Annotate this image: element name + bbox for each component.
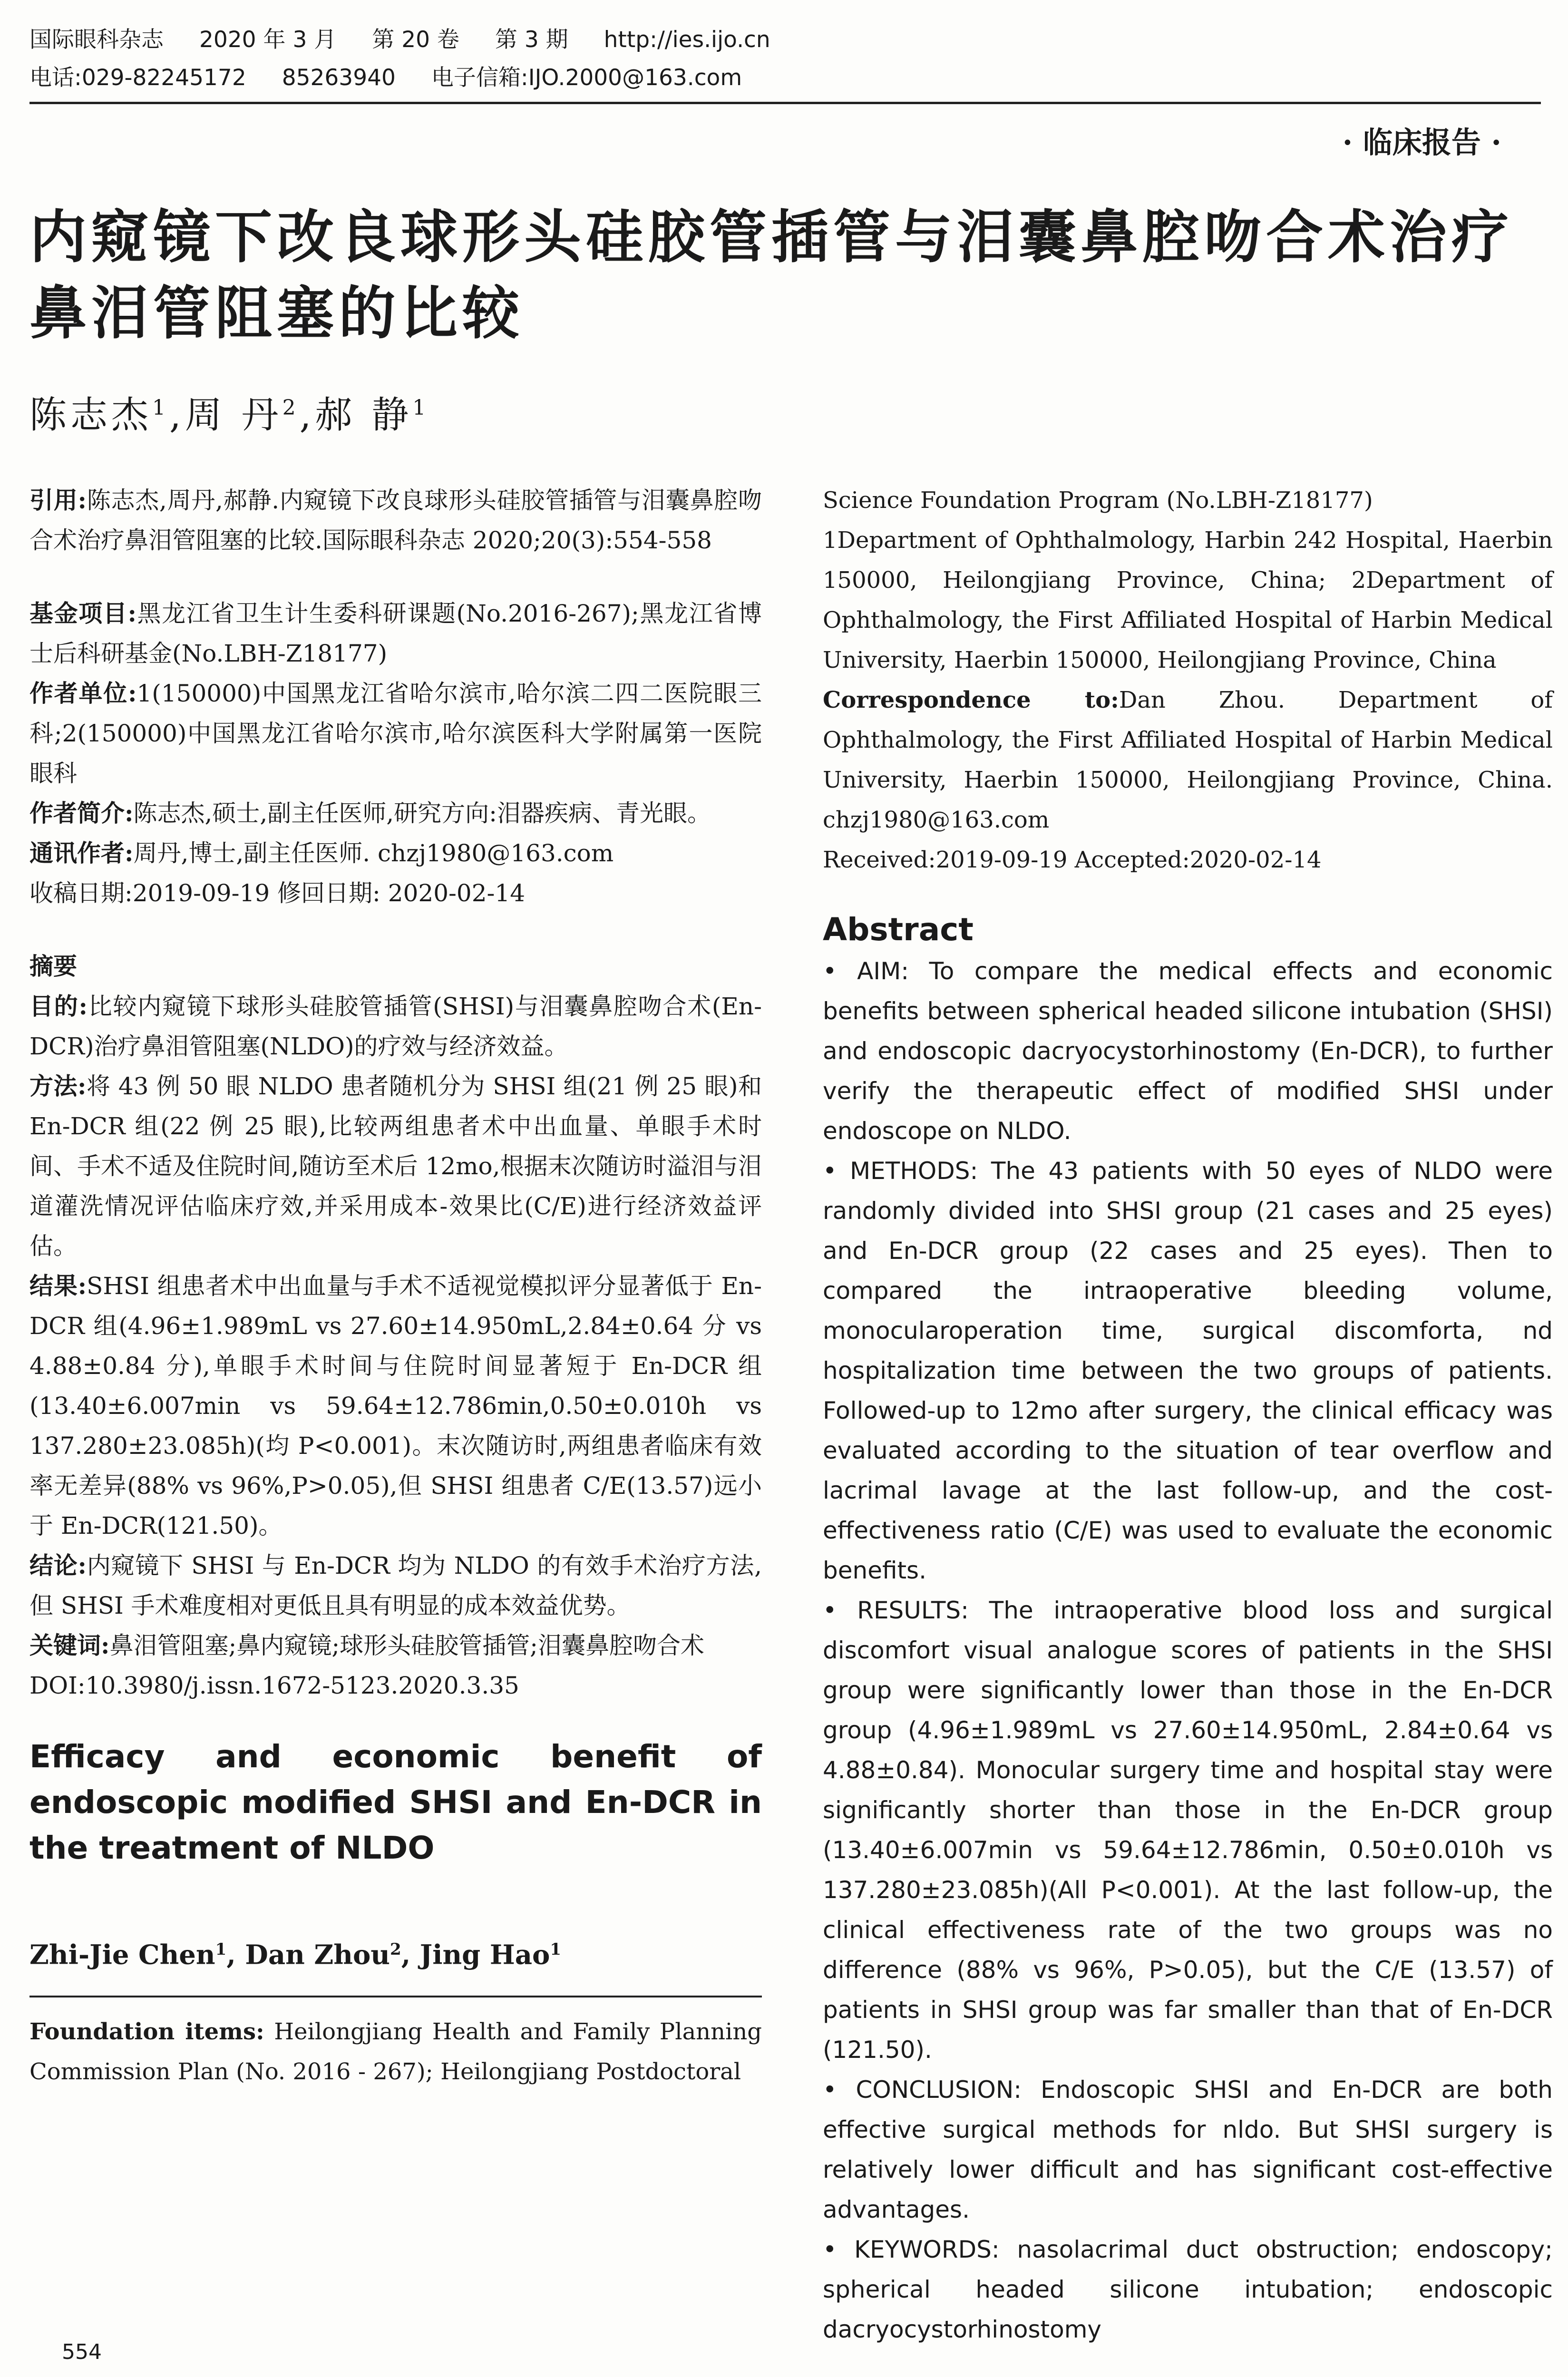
right-column [823,480,1553,2349]
article-title-en: Efficacy and economic benefit of endoscopic modified SHSI and En-DCR in the treatment of NLDO [29,1738,762,1866]
footnote-rule [29,1996,762,1997]
citation-label: 引用: [29,486,87,514]
volume: 第 20 卷 [372,27,459,53]
en-author-2: , Dan Zhou [226,1939,390,1971]
correspondence-text: Dan Zhou. Department of Ophthalmology, the First Affiliated Hospital of Harbin Medical University, Haerbin 150000, Heilongjiang Province, China. chzj1980@163.com [823,687,1553,833]
received-accepted: Received:2019-09-19 Accepted:2020-02-14 [823,847,1322,873]
results-cn [29,1266,762,1546]
header-line-2 [29,59,1542,97]
dates-cn: 收稿日期:2019-09-19 修回日期: 2020-02-14 [29,879,526,907]
journal-url: http://ies.ijo.cn [604,27,770,53]
abstract-aim: • AIM: To compare the medical effects and economic benefits between spherical headed silicone intubation (SHSI) and endoscopic dacryocystorhinostomy (En-DCR), to further verify the therapeutic effect of modified SHSI under endoscope on NLDO. [823,957,1553,1145]
en-author-1: Zhi-Jie Chen [29,1939,215,1971]
fund-text: 黑龙江省卫生计生委科研课题(No.2016-267);黑龙江省博士后科研基金(No.LBH-Z18177) [29,600,762,667]
author-1-affil: 1 [152,396,170,420]
unit-text: 1(150000)中国黑龙江省哈尔滨市,哈尔滨二四二医院眼三科;2(150000)中国黑龙江省哈尔滨市,哈尔滨医科大学附属第一医院眼科 [29,680,762,787]
author-2: ,周 丹 [169,394,282,437]
section-label: · 临床报告 · [1342,125,1501,160]
en-author-1-affil: 1 [215,1940,227,1959]
author-2-affil: 2 [282,396,300,420]
phone: 电话:029-82245172 [29,65,246,91]
conclusion-label: 结论: [29,1551,87,1579]
keywords-text: 鼻泪管阻塞;鼻内窥镜;球形头硅胶管插管;泪囊鼻腔吻合术 [109,1632,705,1659]
authors-en [29,1928,762,1977]
keywords-cn [29,1626,762,1666]
abstract-methods: • METHODS: The 43 patients with 50 eyes of NLDO were randomly divided into SHSI group (21 cases and 25 eyes) and En-DCR group (22 cases and 25 eyes). Then to compared the intraoperative bleeding volume, monocularoperation time, surgical discomforta, nd hospitalization time between the two groups of patients. Followed-up to 12mo after surgery, the clinical efficacy was evaluated according to the situation of tear overflow and lacrimal lavage at the last follow-up, and the cost-effectiveness ratio (C/E) was used to evaluate the economic benefits. [823,1157,1553,1584]
keywords-label: 关键词: [29,1631,110,1659]
unit-label: 作者单位: [29,679,137,707]
foundation-items [29,2012,762,2092]
correspondence [823,680,1553,840]
author-3-affil: 1 [412,396,430,420]
issue: 第 3 期 [495,27,568,53]
objective [29,986,762,1066]
en-author-2-affil: 2 [390,1940,401,1959]
corr-text: 周丹,博士,副主任医师. chzj1980@163.com [133,839,614,867]
abstract-results: • RESULTS: The intraoperative blood loss and surgical discomfort visual analogue scores of patients in the SHSI group were significantly lower than those in the En-DCR group (4.96±1.989mL vs 27.60±14.950mL, 2.84±0.64 vs 4.88±0.84). Monocular surgery time and hospital stay were significantly shorter than those in the En-DCR group (13.40±6.007min vs 59.64±12.786min, 0.50±0.010h vs 137.280±23.085h)(All P<0.001). At the last follow-up, the clinical effectiveness rate of the two groups was no difference (88% vs 96%, P>0.05), but the C/E (13.57) of patients in SHSI group was far smaller than that of En-DCR (121.50). [823,1597,1553,2064]
abstract-heading: Abstract [823,911,974,948]
abstract-label-cn: 摘要 [29,952,77,980]
authors-cn [29,385,429,438]
correspondence-label: Correspondence to: [823,687,1119,713]
article-title-cn: 内窥镜下改良球形头硅胶管插管与泪囊鼻腔吻合术治疗鼻泪管阻塞的比较 [29,205,1513,347]
objective-label: 目的: [29,992,88,1020]
bio-text: 陈志杰,硕士,副主任医师,研究方向:泪器疾病、青光眼。 [133,799,711,827]
foundation-text: Heilongjiang Health and Family Planning Commission Plan (No. 2016 - 267); Heilongjiang Postdoctoral [29,2018,762,2085]
author-bio [29,793,762,833]
issue-date: 2020 年 3 月 [199,27,337,53]
left-column [29,480,762,2092]
citation-text: 陈志杰,周丹,郝静.内窥镜下改良球形头硅胶管插管与泪囊鼻腔吻合术治疗鼻泪管阻塞的比较.国际眼科杂志 2020;20(3):554-558 [29,487,762,554]
fund-label: 基金项目: [29,599,136,627]
methods-cn [29,1066,762,1266]
fund [29,594,762,673]
foundation-label: Foundation items: [29,2018,264,2045]
methods-label: 方法: [29,1072,87,1100]
results-text: SHSI 组患者术中出血量与手术不适视觉模拟评分显著低于 En-DCR 组(4.96±1.989mL vs 27.60±14.950mL,2.84±0.64 分 vs 4.88±0.84 分),单眼手术时间与住院时间显著短于 En-DCR 组(13.40±6.007min vs 59.64±12.786min,0.50±0.010h vs 137.280±23.085h)(均 P<0.001)。末次随访时,两组患者临床有效率无差异(88% vs 96%,P>0.05),但 SHSI 组患者 C/E(13.57)远小于 En-DCR(121.50)。 [29,1272,762,1539]
header-line-1 [29,21,1542,59]
email: 电子信箱:IJO.2000@163.com [431,65,742,91]
journal-name: 国际眼科杂志 [29,27,164,53]
foundation-continued: Science Foundation Program (No.LBH-Z18177) [823,487,1373,514]
corresponding-author [29,833,762,873]
page-number: 554 [62,2340,102,2364]
author-unit [29,673,762,793]
corr-label: 通讯作者: [29,839,134,867]
en-author-3-affil: 1 [550,1940,562,1959]
citation [29,480,762,560]
methods-text: 将 43 例 50 眼 NLDO 患者随机分为 SHSI 组(21 例 25 眼)和 En-DCR 组(22 例 25 眼),比较两组患者术中出血量、单眼手术时间、手术不适及住院时间,随访至术后 12mo,根据末次随访时溢泪与泪道灌洗情况评估临床疗效,并采用成本-效果比(C/E)进行经济效益评估。 [29,1072,762,1260]
conclusion-cn [29,1546,762,1626]
abstract-conclusion: • CONCLUSION: Endoscopic SHSI and En-DCR are both effective surgical methods for nldo. But SHSI surgery is relatively lower difficult and has significant cost-effective advantages. [823,2076,1553,2223]
header-rule [29,102,1541,104]
author-3: ,郝 静 [299,394,413,437]
results-label: 结果: [29,1272,87,1300]
phone-2: 85263940 [282,65,396,91]
affiliations-en: 1Department of Ophthalmology, Harbin 242 Hospital, Haerbin 150000, Heilongjiang Province, China; 2Department of Ophthalmology, the First Affiliated Hospital of Harbin Medical University, Haerbin 150000, Heilongjiang Province, China [823,527,1553,673]
bio-label: 作者简介: [29,799,134,827]
doi: DOI:10.3980/j.issn.1672-5123.2020.3.35 [29,1672,519,1699]
en-author-3: , Jing Hao [401,1939,550,1971]
running-header [29,21,1542,97]
author-1: 陈志杰 [29,394,153,437]
abstract-keywords: • KEYWORDS: nasolacrimal duct obstruction; endoscopy; spherical headed silicone intubation; endoscopic dacryocystorhinostomy [823,2236,1553,2343]
conclusion-text: 内窥镜下 SHSI 与 En-DCR 均为 NLDO 的有效手术治疗方法,但 SHSI 手术难度相对更低且具有明显的成本效益优势。 [29,1552,762,1619]
objective-text: 比较内窥镜下球形头硅胶管插管(SHSI)与泪囊鼻腔吻合术(En-DCR)治疗鼻泪管阻塞(NLDO)的疗效与经济效益。 [29,993,762,1060]
